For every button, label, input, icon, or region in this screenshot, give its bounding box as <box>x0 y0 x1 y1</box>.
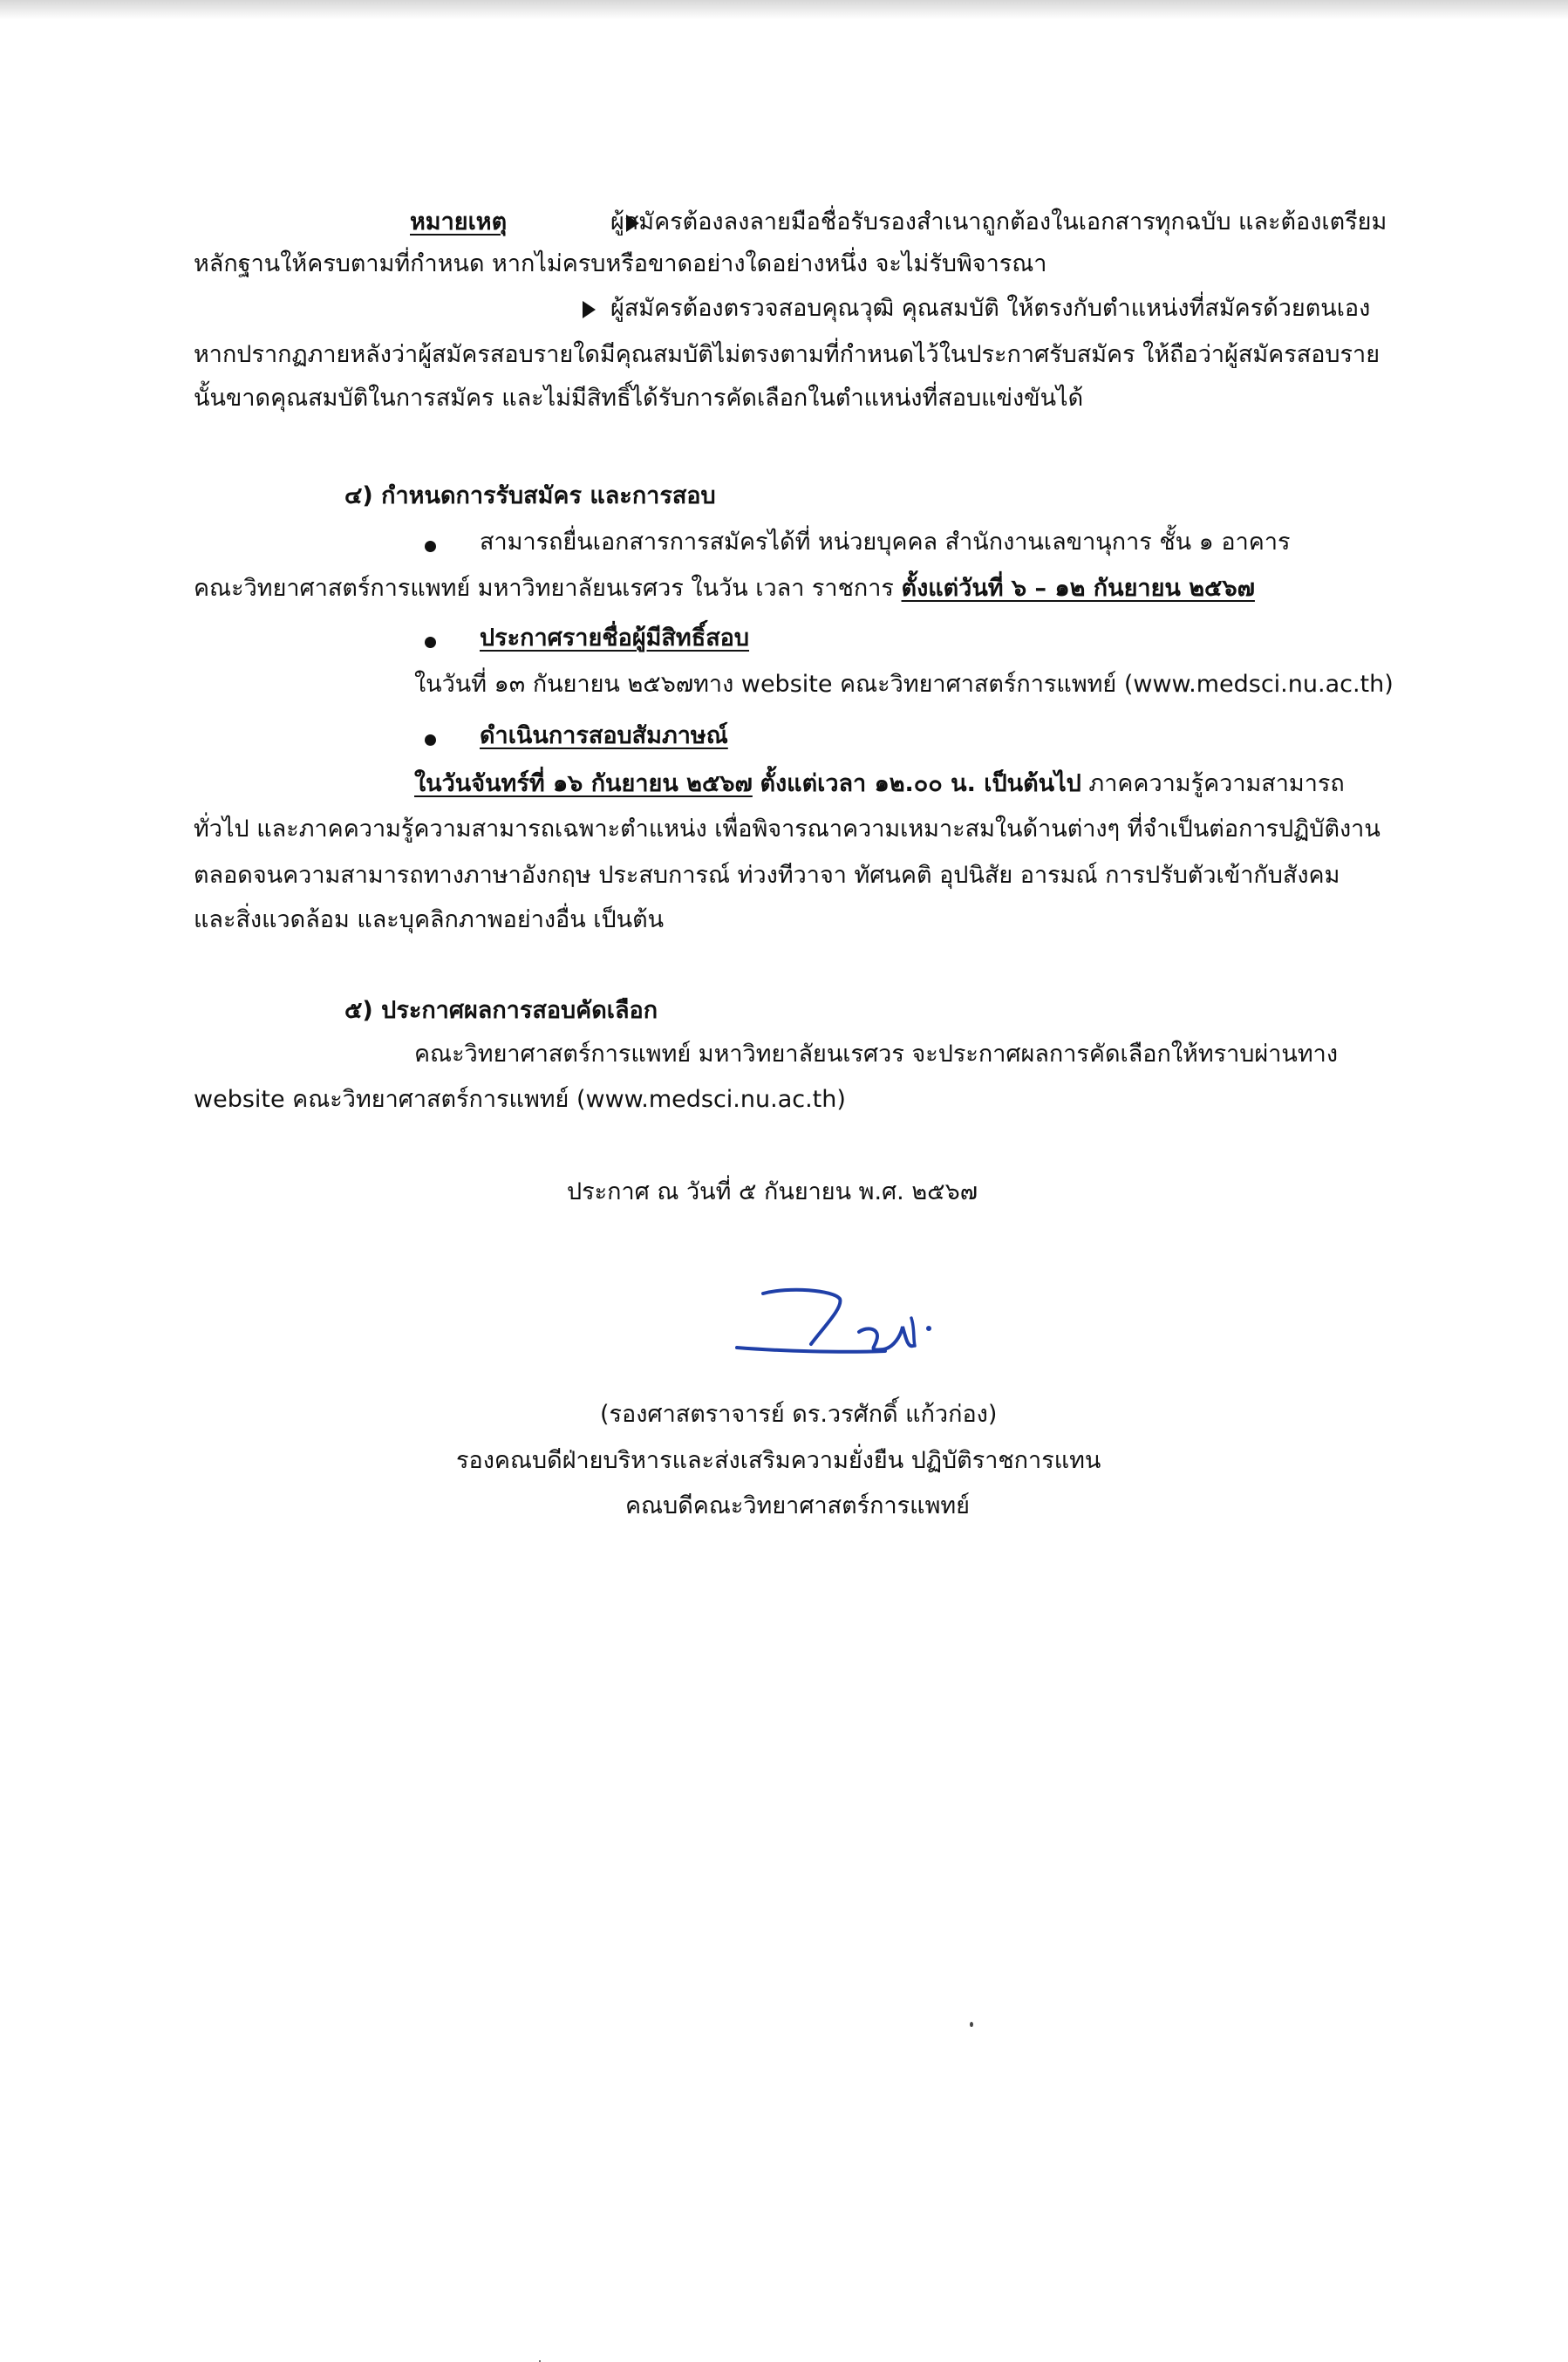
arrow-bullet-icon <box>583 301 596 318</box>
section5-line1: คณะวิทยาศาสตร์การแพทย์ มหาวิทยาลัยนเรศวร จะประกาศผลการคัดเลือกให้ทราบผ่านทาง <box>414 1041 1338 1068</box>
scan-speck <box>970 2022 973 2027</box>
application-period: ตั้งแต่วันที่ ๖ – ๑๒ กันยายน ๒๕๖๗ <box>901 575 1255 602</box>
bullet3-title: ดำเนินการสอบสัมภาษณ์ <box>480 722 728 749</box>
note-item2-line1: ผู้สมัครต้องตรวจสอบคุณวุฒิ คุณสมบัติ ให้ตรงกับตำแหน่งที่สมัครด้วยตนเอง <box>610 295 1371 322</box>
bullet2-text: ในวันที่ ๑๓ กันยายน ๒๕๖๗ทาง website คณะวิทยาศาสตร์การแพทย์ (www.medsci.nu.ac.th) <box>414 671 1394 698</box>
bullet3-line1 <box>414 768 1345 801</box>
note-item1-line2: หลักฐานให้ครบตามที่กำหนด หากไม่ครบหรือขาดอย่างใดอย่างหนึ่ง จะไม่รับพิจารณา <box>194 250 1047 277</box>
note-item1-line1: ผู้สมัครต้องลงลายมือชื่อรับรองสำเนาถูกต้องในเอกสารทุกฉบับ และต้องเตรียม <box>610 208 1387 236</box>
bullet1-line2-plain: คณะวิทยาศาสตร์การแพทย์ มหาวิทยาลัยนเรศวร ในวัน เวลา ราชการ <box>194 575 894 602</box>
bullet3-dot <box>425 723 436 756</box>
signatory-title-1: รองคณบดีฝ่ายบริหารและส่งเสริมความยั่งยืน ปฏิบัติราชการแทน <box>456 1447 1101 1474</box>
signature-image <box>728 1278 990 1374</box>
bullet-dot-icon <box>425 734 436 746</box>
section5-line2: website คณะวิทยาศาสตร์การแพทย์ (www.medsci.nu.ac.th) <box>194 1086 846 1113</box>
note-item2-line3: นั้นขาดคุณสมบัติในการสมัคร และไม่มีสิทธิ์ได้รับการคัดเลือกในตำแหน่งที่สอบแข่งขันได้ <box>194 385 1084 412</box>
signatory-name: (รองศาสตราจารย์ ดร.วรศักดิ์ แก้วก่อง) <box>600 1401 998 1428</box>
bullet1-line2 <box>194 572 1255 605</box>
bullet1-line1: สามารถยื่นเอกสารการสมัครได้ที่ หน่วยบุคคล สำนักงานเลขานุการ ชั้น ๑ อาคาร <box>480 529 1291 556</box>
section5-heading: ๕) ประกาศผลการสอบคัดเลือก <box>344 997 658 1024</box>
bullet-dot-icon <box>425 637 436 648</box>
note-item2-arrow <box>583 292 601 325</box>
announcement-date: ประกาศ ณ วันที่ ๕ กันยายน พ.ศ. ๒๕๖๗ <box>567 1178 978 1205</box>
bullet3-line2: ทั่วไป และภาคความรู้ความสามารถเฉพาะตำแหน่ง เพื่อพิจารณาความเหมาะสมในด้านต่างๆ ที่จำเป็นต่อการปฏิบัติงาน <box>194 816 1381 843</box>
bullet-dot-icon <box>425 541 436 552</box>
bullet2-dot <box>425 625 436 659</box>
interview-time: ตั้งแต่เวลา ๑๒.๐๐ น. เป็นต้นไป <box>760 770 1081 797</box>
scan-edge-shadow <box>0 0 1568 19</box>
note-item2-line2: หากปรากฏภายหลังว่าผู้สมัครสอบรายใดมีคุณสมบัติไม่ตรงตามที่กำหนดไว้ในประกาศรับสมัคร ให้ถือว่าผู้สมัครสอบราย <box>194 341 1381 368</box>
bullet3-line3: ตลอดจนความสามารถทางภาษาอังกฤษ ประสบการณ์ ท่วงทีวาจา ทัศนคติ อุปนิสัย อารมณ์ การปรับตัวเข้ากับสังคม <box>194 862 1340 889</box>
bullet1-dot <box>425 529 436 563</box>
interview-date: ในวันจันทร์ที่ ๑๖ กันยายน ๒๕๖๗ <box>414 770 753 797</box>
section4-heading: ๔) กำหนดการรับสมัคร และการสอบ <box>344 482 716 509</box>
note-line-1 <box>410 206 644 239</box>
note-label: หมายเหตุ <box>410 208 508 236</box>
bullet3-line1-plain: ภาคความรู้ความสามารถ <box>1088 770 1345 797</box>
bullet2-title: ประกาศรายชื่อผู้มีสิทธิ์สอบ <box>480 625 750 652</box>
bullet3-line4: และสิ่งแวดล้อม และบุคลิกภาพอย่างอื่น เป็นต้น <box>194 906 665 933</box>
signatory-title-2: คณบดีคณะวิทยาศาสตร์การแพทย์ <box>625 1492 970 1519</box>
